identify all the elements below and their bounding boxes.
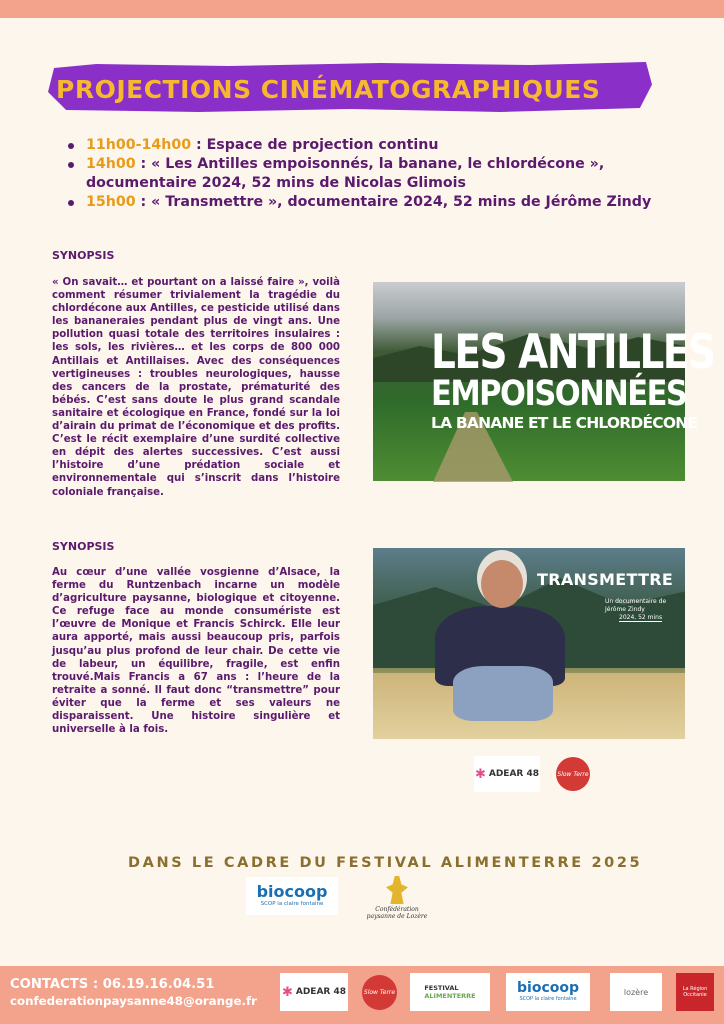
poster-person-head [481,560,523,608]
poster-subtitle: Un documentaire de Jérôme Zindy [605,598,667,613]
footer-biocoop-logo: biocoop SCOP la claire fontaine [506,973,590,1011]
top-band [0,0,724,18]
schedule-text: : Espace de projection continu [191,137,439,153]
poster-title-line1: LES ANTILLES [431,326,715,380]
synopsis-heading: SYNOPSIS [52,540,115,553]
schedule-item [66,136,706,155]
poster-transmettre [373,548,685,739]
biocoop-logo: biocoop SCOP la claire fontaine [246,877,338,915]
synopsis-text: « On savait… et pourtant on a laissé faire », voilà comment résumer trivialement la tragédie du chlordécone aux Antilles, ce pesticide utilisé dans les bananeraies pendant plus de vingt ans. Une pollution quasi totale des territoires insulaires : les sols, les rivières… et les corps de 800 000 Antillais et Antillaises. Avec des conséquences vertigineuses : troubles neurologiques, hausse des cancers de la prostate, prématurité des bébés. C’est sans doute le plus grand scandale sanitaire et écologique en France, fondé sur la loi d’airain du primat de l’économique et des profits. C’est le récit exemplaire d’une surdité collective en dépit des alertes successives. C’est aussi l’histoire d’une prédation sociale et environnementale qui s’inscrit dans l’histoire coloniale française. [52,277,340,498]
schedule-item [66,193,706,212]
poster-date: 2024, 52 mins [619,614,663,621]
schedule-time: 11h00-14h00 [86,137,192,153]
contact-phone: CONTACTS : 06.19.16.04.51 [10,977,215,992]
adear-logo: ✱ ADEAR 48 [474,756,540,792]
festival-banner: DANS LE CADRE DU FESTIVAL ALIMENTERRE 2025 [128,855,643,871]
flower-icon: ✱ [474,766,486,782]
contact-email: confederationpaysanne48@orange.fr [10,994,257,1008]
schedule-item [66,155,706,193]
slow-terre-logo: Slow Terre [556,757,590,791]
schedule-text: : « Transmettre », documentaire 2024, 52 mins de Jérôme Zindy [135,194,652,210]
footer-slow-terre-logo: Slow Terre [362,975,397,1010]
poster-title-line2: EMPOISONNÉES [431,374,687,415]
synopsis-heading: SYNOPSIS [52,249,115,262]
poster-person-legs [453,666,553,721]
footer-adear-logo: ✱ ADEAR 48 [280,973,348,1011]
confederation-figure-icon [386,876,408,904]
confederation-logo: Confédération paysanne de Lozère [366,876,428,920]
schedule-time: 14h00 [86,156,136,172]
synopsis-text: Au cœur d’une vallée vosgienne d’Alsace, la ferme du Runtzenbach incarne un modèle d’agriculture paysanne, biologique et citoyenne. Ce refuge face au monde consumériste est l’œuvre de Monique et Francis Schirck. Elle leur aura apporté, mais aussi beaucoup pris, parfois jusqu’au plus profond de leur chair. De cette vie de labeur, un équilibre, fragile, est enfin trouvé.Mais Francis a 67 ans : l’heure de la retraite a sonné. Il faut donc “transmettre” pour éviter que la ferme et ses valeurs ne disparaissent. Une histoire singulière et universelle à la fois. [52,567,340,736]
occitanie-logo: La Région Occitanie [676,973,714,1011]
poster-title: TRANSMETTRE [537,570,674,589]
page-title: PROJECTIONS CINÉMATOGRAPHIQUES [56,75,601,104]
poster-les-antilles [373,282,715,481]
schedule-list [66,136,706,212]
footer-festival-logo: FESTIVAL ALIMENTERRE [410,973,490,1011]
flower-icon: ✱ [281,984,293,1000]
schedule-text: : « Les Antilles empoisonnés, la banane, le chlordécone », documentaire 2024, 52 mins de Nicolas Glimois [86,156,605,191]
poster-title-line3: LA BANANE ET LE CHLORDÉCONE [431,414,698,432]
schedule-time: 15h00 [86,194,136,210]
lozere-logo: lozère [610,973,662,1011]
